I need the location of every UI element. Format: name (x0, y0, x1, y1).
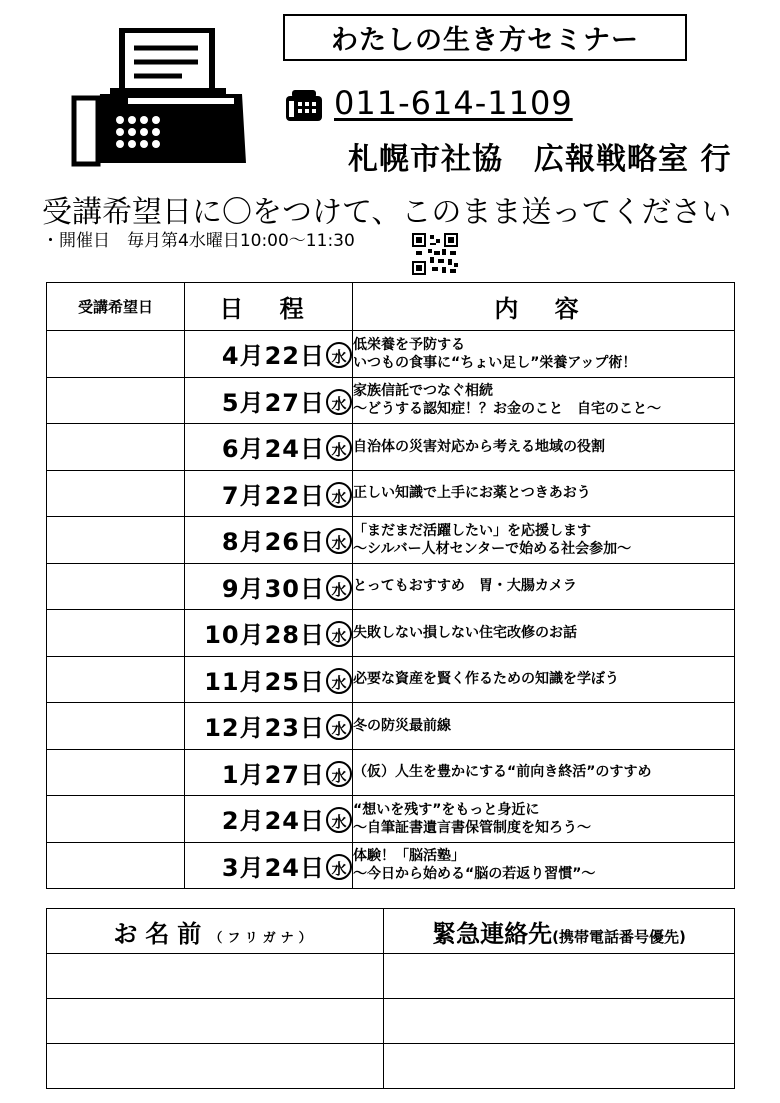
header-date: 日 程 (185, 283, 353, 331)
weekday-badge: 水 (326, 435, 352, 461)
date-cell (185, 331, 353, 378)
content-line: とってもおすすめ 胃・大腸カメラ (353, 578, 577, 595)
date-cell (185, 424, 353, 471)
weekday-badge: 水 (326, 854, 352, 880)
content-cell (353, 796, 735, 843)
want-cell[interactable] (47, 842, 185, 889)
weekday-badge: 水 (326, 714, 352, 740)
want-cell[interactable] (47, 377, 185, 424)
table-row (47, 656, 735, 703)
content-line: 家族信託でつなぐ相続 (353, 383, 493, 400)
table-row (47, 610, 735, 657)
schedule-note: ・開催日 毎月第4水曜日10:00～11:30 (42, 231, 355, 251)
date-text: 4月22日 (221, 342, 325, 371)
name-furigana-label: （フリガナ） (209, 930, 317, 946)
recipient-label: 札幌市社協 広報戦略室 行 (348, 142, 732, 177)
content-line: 「まだまだ活躍したい」を応援します (353, 522, 591, 539)
emergency-note: (携帯電話番号優先) (552, 927, 686, 946)
content-line: 冬の防災最前線 (353, 717, 451, 734)
date-cell (185, 610, 353, 657)
header-want: 受講希望日 (47, 283, 185, 331)
content-line: 自治体の災害対応から考える地域の役割 (353, 438, 605, 455)
name-label: お名前 (113, 919, 210, 948)
content-cell (353, 331, 735, 378)
emergency-field[interactable] (384, 1044, 735, 1089)
date-text: 6月24日 (221, 435, 325, 464)
phone-icon (285, 88, 323, 122)
date-cell (185, 470, 353, 517)
date-text: 10月28日 (204, 621, 325, 650)
date-text: 8月26日 (221, 528, 325, 557)
name-field[interactable] (47, 999, 384, 1044)
emergency-field[interactable] (384, 999, 735, 1044)
want-cell[interactable] (47, 610, 185, 657)
content-cell (353, 703, 735, 750)
content-line: 低栄養を予防する (353, 336, 465, 353)
content-cell (353, 610, 735, 657)
table-row (47, 377, 735, 424)
date-cell (185, 656, 353, 703)
contact-table (46, 908, 735, 1089)
want-cell[interactable] (47, 796, 185, 843)
table-row (47, 470, 735, 517)
date-cell (185, 703, 353, 750)
date-text: 9月30日 (221, 574, 325, 603)
content-line: 正しい知識で上手にお薬とつきあおう (353, 485, 591, 502)
table-row (47, 703, 735, 750)
table-row (47, 424, 735, 471)
emergency-label: 緊急連絡先 (432, 919, 553, 948)
qr-code (412, 233, 458, 275)
content-cell (353, 470, 735, 517)
content-line: “想いを残す”をもっと身近に (353, 801, 540, 818)
content-line: （仮）人生を豊かにする“前向き終活”のすすめ (353, 764, 652, 781)
schedule-table (46, 282, 735, 889)
date-cell (185, 377, 353, 424)
weekday-badge: 水 (326, 807, 352, 833)
table-row (47, 517, 735, 564)
weekday-badge: 水 (326, 482, 352, 508)
want-cell[interactable] (47, 749, 185, 796)
date-cell (185, 796, 353, 843)
date-cell (185, 563, 353, 610)
name-header (47, 909, 384, 954)
content-line: ～今日から始める“脳の若返り習慣”～ (353, 866, 596, 883)
weekday-badge: 水 (326, 668, 352, 694)
want-cell[interactable] (47, 517, 185, 564)
date-text: 12月23日 (204, 714, 325, 743)
content-cell (353, 842, 735, 889)
date-text: 2月24日 (221, 807, 325, 836)
want-cell[interactable] (47, 331, 185, 378)
date-text: 11月25日 (204, 667, 325, 696)
want-cell[interactable] (47, 703, 185, 750)
want-cell[interactable] (47, 656, 185, 703)
weekday-badge: 水 (326, 575, 352, 601)
table-row (47, 563, 735, 610)
content-line: ～シルバー人材センターで始める社会参加～ (353, 540, 632, 557)
instruction-text: 受講希望日に〇をつけて、このまま送ってください (42, 195, 732, 230)
weekday-badge: 水 (326, 342, 352, 368)
content-line: 体験！「脳活塾」 (353, 848, 465, 865)
emergency-header (384, 909, 735, 954)
content-cell (353, 377, 735, 424)
want-cell[interactable] (47, 424, 185, 471)
date-cell (185, 749, 353, 796)
date-cell (185, 517, 353, 564)
header-content: 内 容 (353, 283, 735, 331)
date-text: 5月27日 (221, 388, 325, 417)
content-cell (353, 656, 735, 703)
content-cell (353, 749, 735, 796)
weekday-badge: 水 (326, 621, 352, 647)
date-text: 1月27日 (221, 760, 325, 789)
want-cell[interactable] (47, 470, 185, 517)
table-row (47, 842, 735, 889)
content-line: ～どうする認知症！？お金のこと 自宅のこと～ (353, 401, 661, 418)
name-field[interactable] (47, 954, 384, 999)
table-row (47, 331, 735, 378)
date-text: 7月22日 (221, 481, 325, 510)
table-row (47, 796, 735, 843)
phone-number: 011-614-1109 (334, 84, 573, 122)
want-cell[interactable] (47, 563, 185, 610)
content-line: 必要な資産を賢く作るための知識を学ぼう (353, 671, 619, 688)
name-field[interactable] (47, 1044, 384, 1089)
weekday-badge: 水 (326, 389, 352, 415)
date-cell (185, 842, 353, 889)
seminar-title: わたしの生き方セミナー (283, 14, 687, 61)
content-cell (353, 563, 735, 610)
content-line: 失敗しない損しない住宅改修のお話 (353, 624, 577, 641)
content-line: ～自筆証書遺言書保管制度を知ろう～ (353, 819, 591, 836)
weekday-badge: 水 (326, 528, 352, 554)
content-line: いつもの食事に“ちょい足し”栄養アップ術！ (353, 354, 637, 371)
weekday-badge: 水 (326, 761, 352, 787)
date-text: 3月24日 (221, 853, 325, 882)
table-row (47, 749, 735, 796)
content-cell (353, 424, 735, 471)
emergency-field[interactable] (384, 954, 735, 999)
content-cell (353, 517, 735, 564)
fax-machine-icon (70, 28, 248, 168)
